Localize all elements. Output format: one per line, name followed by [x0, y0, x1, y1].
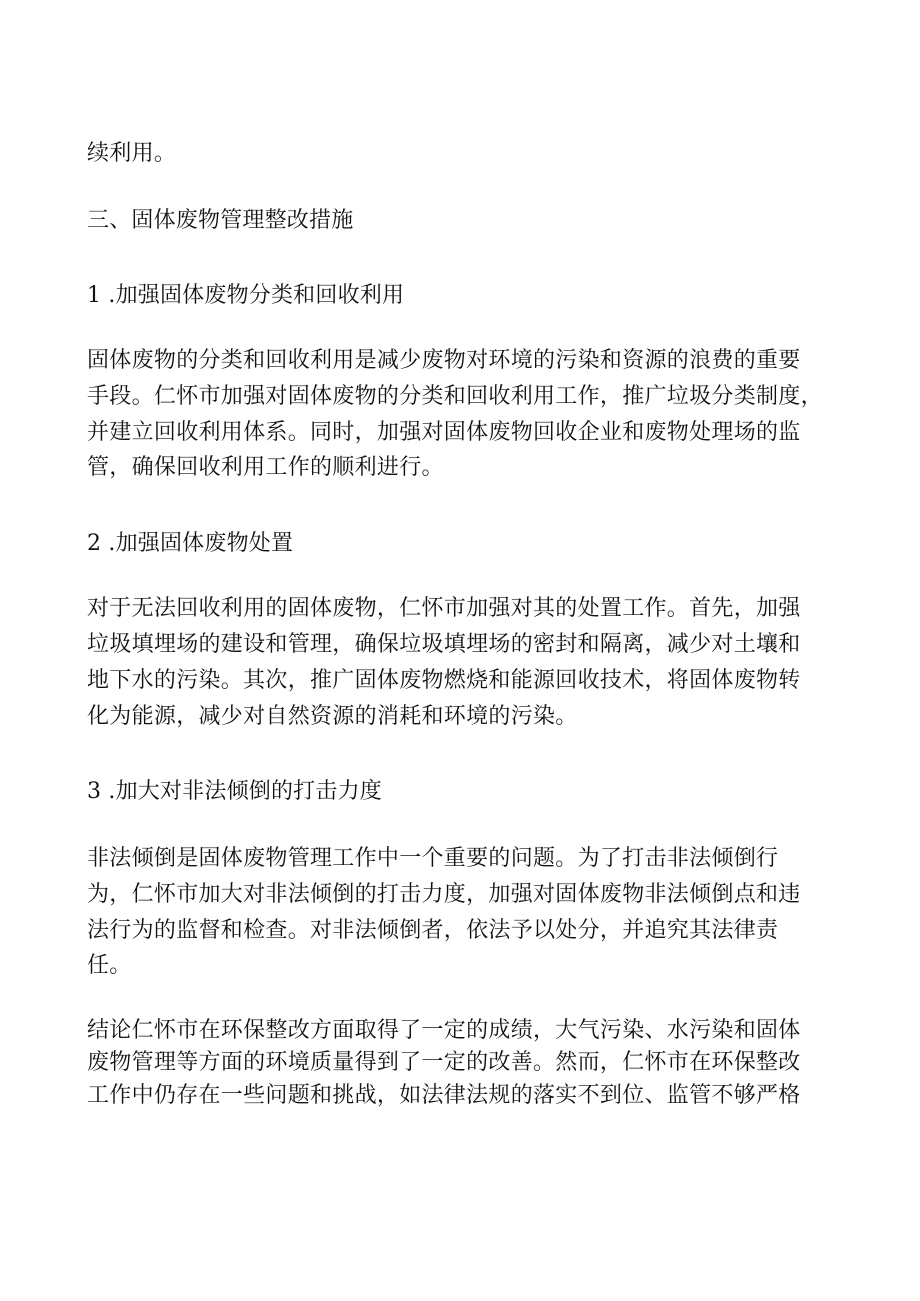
item-3-line-4: 任。 [87, 953, 132, 978]
conclusion-line-1: 结论仁怀市在环保整改方面取得了一定的成绩，大气污染、水污染和固体 [87, 1018, 801, 1043]
item-1-line-4: 管，确保回收利用工作的顺利进行。 [87, 455, 444, 480]
conclusion-line-3: 工作中仍存在一些问题和挑战，如法律法规的落实不到位、监管不够严格 [87, 1083, 801, 1108]
item-2-heading: 2 .加强固体废物处置 [87, 531, 294, 556]
item-2-line-2: 垃圾填埋场的建设和管理，确保垃圾填埋场的密封和隔离，减少对土壤和 [87, 632, 801, 657]
item-3-heading: 3 .加大对非法倾倒的打击力度 [87, 779, 382, 804]
item-2-line-3: 地下水的污染。其次，推广固体废物燃烧和能源回收技术，将固体废物转 [87, 668, 801, 693]
item-2-line-4: 化为能源，减少对自然资源的消耗和环境的污染。 [87, 704, 578, 729]
section-title: 三、固体废物管理整改措施 [87, 208, 354, 233]
item-1-line-3: 并建立回收利用体系。同时，加强对固体废物回收企业和废物处理场的监 [87, 420, 801, 445]
item-1-heading: 1 .加强固体废物分类和回收利用 [87, 283, 405, 308]
item-3-line-3: 法行为的监督和检查。对非法倾倒者，依法予以处分，并追究其法律责 [87, 918, 779, 943]
item-1-line-2: 手段。仁怀市加强对固体废物的分类和回收利用工作，推广垃圾分类制度， [87, 384, 823, 409]
item-3-line-1: 非法倾倒是固体废物管理工作中一个重要的问题。为了打击非法倾倒行 [87, 846, 779, 871]
item-2-line-1: 对于无法回收利用的固体废物，仁怀市加强对其的处置工作。首先，加强 [87, 596, 801, 621]
continuation-text: 续利用。 [87, 141, 177, 166]
conclusion-line-2: 废物管理等方面的环境质量得到了一定的改善。然而，仁怀市在环保整改 [87, 1050, 801, 1075]
item-1-line-1: 固体废物的分类和回收利用是减少废物对环境的污染和资源的浪费的重要 [87, 348, 801, 373]
item-3-line-2: 为，仁怀市加大对非法倾倒的打击力度，加强对固体废物非法倾倒点和违 [87, 882, 801, 907]
